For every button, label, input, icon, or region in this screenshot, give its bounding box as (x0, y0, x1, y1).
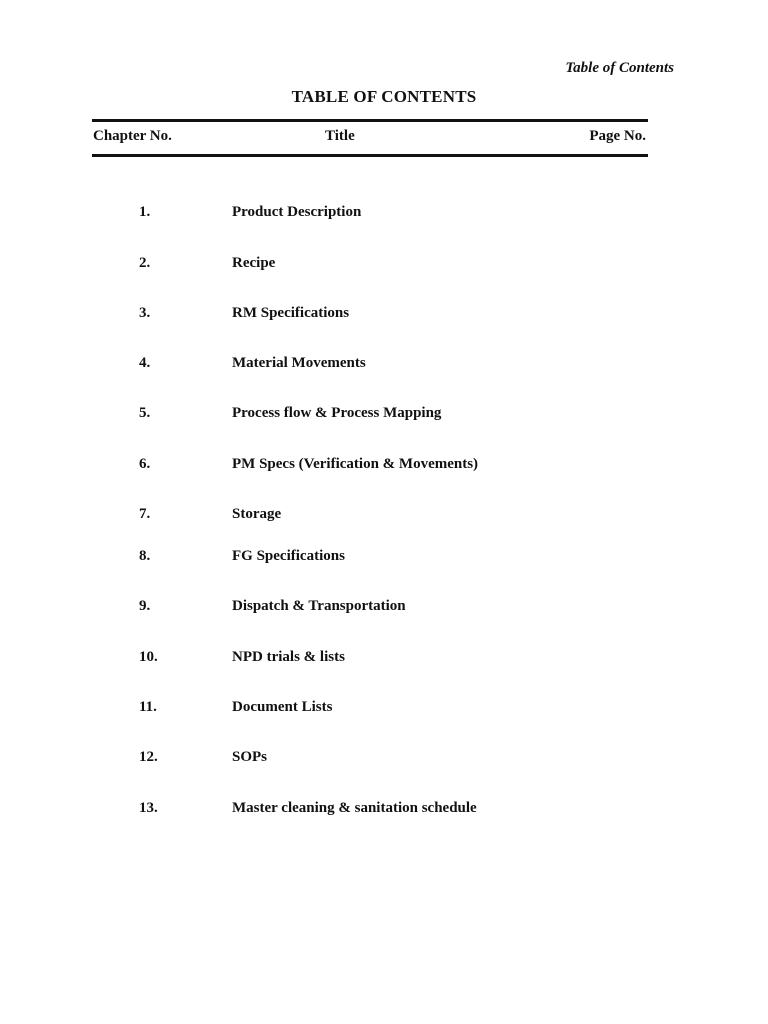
chapter-title: SOPs (232, 749, 268, 765)
chapter-title: RM Specifications (232, 305, 350, 321)
chapter-number: 3. (139, 305, 151, 321)
chapter-number: 2. (139, 255, 151, 271)
chapter-title: FG Specifications (232, 548, 345, 564)
toc-entry (0, 649, 768, 669)
chapter-number: 13. (139, 800, 158, 816)
toc-entry (0, 204, 768, 224)
toc-entry (0, 506, 768, 526)
toc-entry (0, 548, 768, 568)
chapter-number: 11. (139, 699, 157, 715)
toc-entry (0, 255, 768, 275)
chapter-title: PM Specs (Verification & Movements) (232, 456, 479, 472)
chapter-number: 4. (139, 355, 151, 371)
chapter-number: 12. (139, 749, 158, 765)
chapter-title: Recipe (232, 255, 276, 271)
toc-entry (0, 355, 768, 375)
page-title: TABLE OF CONTENTS (291, 87, 477, 106)
toc-entry (0, 749, 768, 769)
chapter-number: 7. (139, 506, 151, 522)
toc-entry (0, 598, 768, 618)
chapter-title: Storage (232, 506, 282, 522)
chapter-number: 5. (139, 405, 151, 421)
chapter-number: 6. (139, 456, 151, 472)
toc-entry (0, 305, 768, 325)
chapter-title: Document Lists (232, 699, 333, 715)
chapter-title: Material Movements (232, 355, 366, 371)
toc-entry (0, 405, 768, 425)
chapter-title: Product Description (232, 204, 362, 220)
column-header-chapter: Chapter No. (93, 128, 172, 144)
chapter-title: NPD trials & lists (232, 649, 345, 665)
chapter-title: Master cleaning & sanitation schedule (232, 800, 477, 816)
column-header-page: Page No. (589, 128, 646, 144)
toc-entry (0, 456, 768, 476)
column-header-title: Title (325, 128, 355, 144)
chapter-number: 1. (139, 204, 151, 220)
toc-entry (0, 800, 768, 820)
chapter-number: 8. (139, 548, 151, 564)
toc-entry (0, 699, 768, 719)
chapter-title: Dispatch & Transportation (232, 598, 406, 614)
chapter-number: 10. (139, 649, 158, 665)
chapter-title: Process flow & Process Mapping (232, 405, 442, 421)
chapter-number: 9. (139, 598, 151, 614)
running-header: Table of Contents (565, 60, 674, 76)
header-bottom-rule (92, 154, 648, 157)
top-rule (92, 119, 648, 122)
